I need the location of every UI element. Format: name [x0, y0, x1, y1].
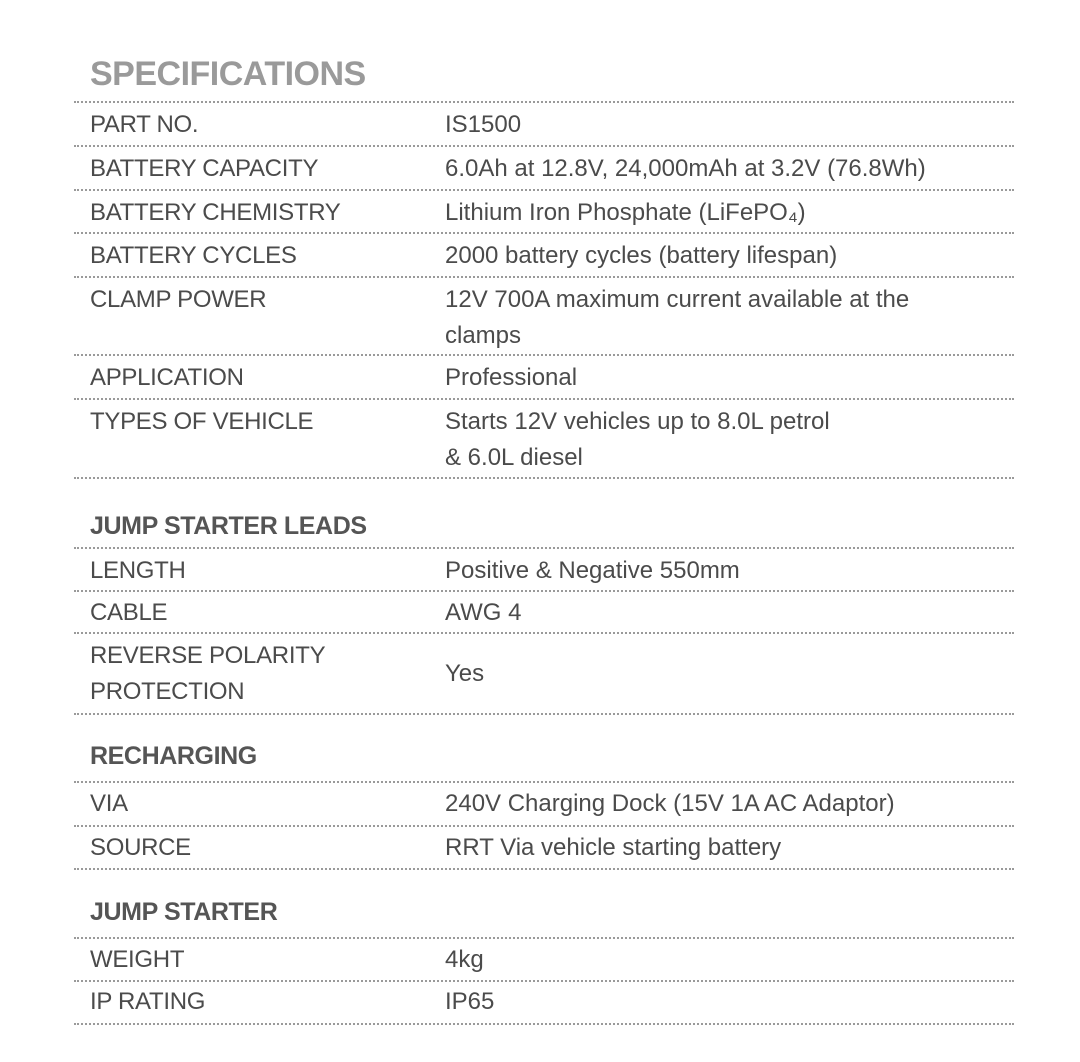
spec-label-clamp-power: CLAMP POWER — [90, 286, 267, 313]
spec-value-part-no: IS1500 — [445, 111, 522, 138]
divider — [74, 398, 1014, 400]
spec-label-application: APPLICATION — [90, 364, 244, 391]
spec-value-length: Positive & Negative 550mm — [445, 557, 740, 584]
divider — [74, 276, 1014, 278]
spec-label-via: VIA — [90, 790, 128, 817]
spec-value-clamp-power-line2: clamps — [445, 322, 522, 349]
spec-value-reverse-polarity: Yes — [445, 660, 485, 687]
spec-label-battery-cycles: BATTERY CYCLES — [90, 242, 297, 269]
divider — [74, 1023, 1014, 1025]
divider — [74, 590, 1014, 592]
divider — [74, 547, 1014, 549]
spec-label-battery-capacity: BATTERY CAPACITY — [90, 155, 319, 182]
spec-label-battery-chemistry: BATTERY CHEMISTRY — [90, 199, 341, 226]
spec-label-source: SOURCE — [90, 834, 191, 861]
spec-value-types-of-vehicle-line2: & 6.0L diesel — [445, 444, 583, 471]
spec-label-part-no: PART NO. — [90, 111, 199, 138]
spec-value-application: Professional — [445, 364, 578, 391]
divider — [74, 354, 1014, 356]
spec-label-reverse-polarity-line2: PROTECTION — [90, 678, 245, 705]
divider — [74, 980, 1014, 982]
spec-label-length: LENGTH — [90, 557, 186, 584]
spec-label-ip-rating: IP RATING — [90, 988, 206, 1015]
spec-value-battery-capacity: 6.0Ah at 12.8V, 24,000mAh at 3.2V (76.8Wh) — [445, 155, 926, 182]
section-heading-recharging: RECHARGING — [90, 742, 257, 770]
divider — [74, 101, 1014, 103]
divider — [74, 189, 1014, 191]
spec-label-reverse-polarity-line1: REVERSE POLARITY — [90, 642, 326, 669]
spec-label-weight: WEIGHT — [90, 946, 185, 973]
spec-value-battery-cycles: 2000 battery cycles (battery lifespan) — [445, 242, 838, 269]
spec-value-battery-chemistry: Lithium Iron Phosphate (LiFePO₄) — [445, 199, 806, 226]
divider — [74, 781, 1014, 783]
divider — [74, 868, 1014, 870]
divider — [74, 145, 1014, 147]
divider — [74, 232, 1014, 234]
spec-value-via: 240V Charging Dock (15V 1A AC Adaptor) — [445, 790, 895, 817]
spec-value-types-of-vehicle-line1: Starts 12V vehicles up to 8.0L petrol — [445, 408, 830, 435]
section-heading-jump-starter: JUMP STARTER — [90, 898, 278, 926]
divider — [74, 632, 1014, 634]
spec-value-ip-rating: IP65 — [445, 988, 495, 1015]
divider — [74, 477, 1014, 479]
spec-value-cable: AWG 4 — [445, 599, 522, 626]
spec-value-clamp-power-line1: 12V 700A maximum current available at the — [445, 286, 910, 313]
spec-label-types-of-vehicle: TYPES OF VEHICLE — [90, 408, 314, 435]
spec-label-cable: CABLE — [90, 599, 168, 626]
page-title: SPECIFICATIONS — [90, 55, 366, 93]
divider — [74, 713, 1014, 715]
section-heading-leads: JUMP STARTER LEADS — [90, 512, 367, 540]
divider — [74, 825, 1014, 827]
divider — [74, 937, 1014, 939]
spec-value-weight: 4kg — [445, 946, 484, 973]
spec-value-source: RRT Via vehicle starting battery — [445, 834, 782, 861]
